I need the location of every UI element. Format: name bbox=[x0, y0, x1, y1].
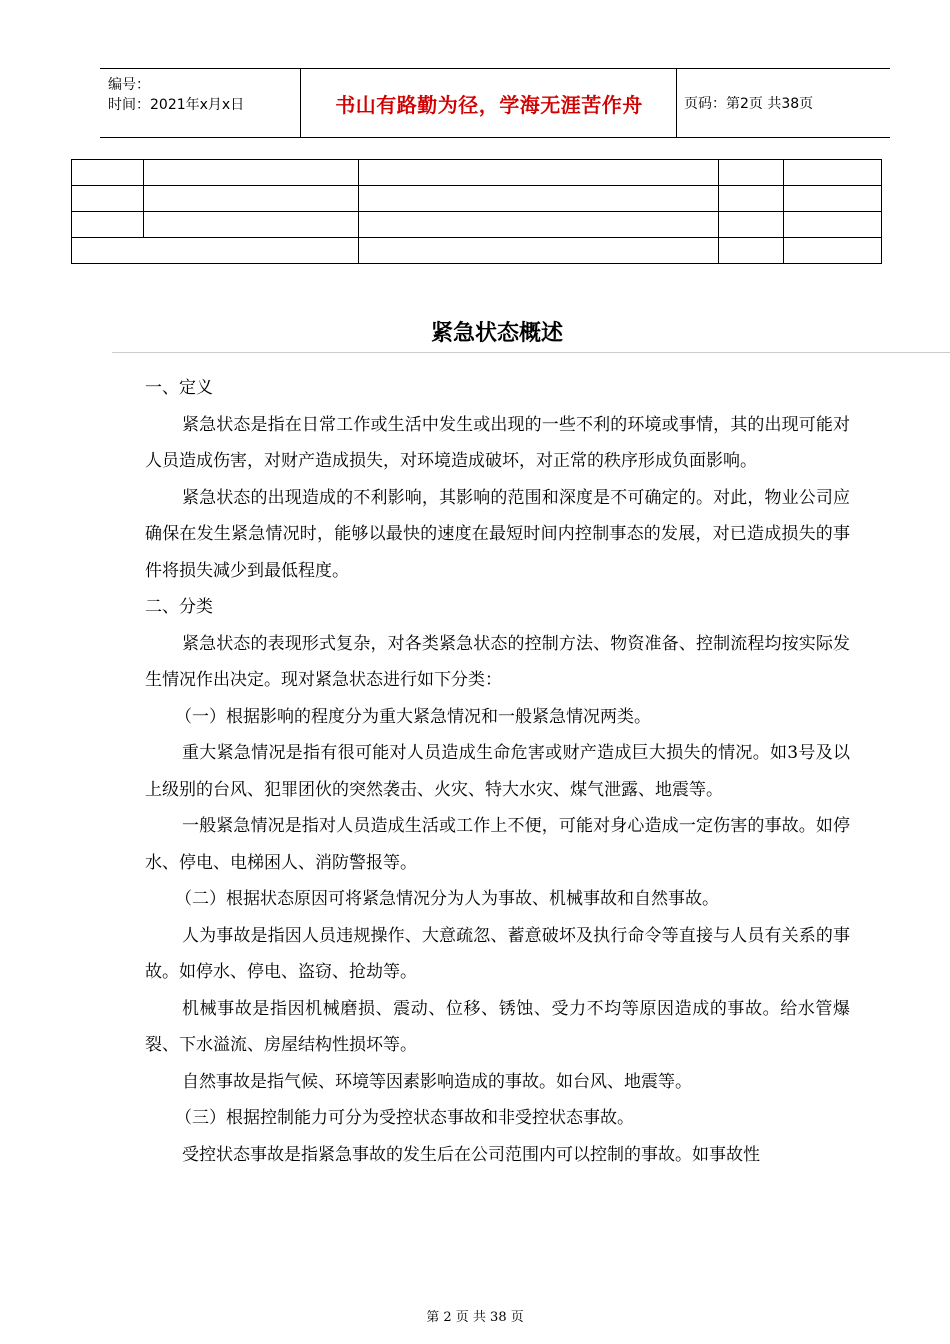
table-cell bbox=[784, 212, 882, 238]
paragraph: 紧急状态的出现造成的不利影响，其影响的范围和深度是不可确定的。对此，物业公司应确保在发生紧急情况时，能够以最快的速度在最短时间内控制事态的发展，对已造成损失的事件将损失减少到最低程度。 bbox=[145, 487, 850, 581]
paragraph: 一般紧急情况是指对人员造成生活或工作上不便，可能对身心造成一定伤害的事故。如停水、停电、电梯困人、消防警报等。 bbox=[145, 816, 850, 873]
title-rule bbox=[112, 352, 950, 353]
number-label: 编号： bbox=[108, 77, 150, 93]
table-row bbox=[72, 186, 882, 212]
paragraph: 紧急状态的表现形式复杂，对各类紧急状态的控制方法、物资准备、控制流程均按实际发生情况作出决定。现对紧急状态进行如下分类： bbox=[145, 633, 850, 690]
table-cell bbox=[359, 160, 719, 186]
paragraph: 受控状态事故是指紧急事故的发生后在公司范围内可以控制的事故。如事故性 bbox=[182, 1144, 760, 1165]
table-cell bbox=[359, 186, 719, 212]
header-page-info: 页码：第2页 共38页 bbox=[684, 96, 814, 112]
paragraph: 人为事故是指因人员违规操作、大意疏忽、蓄意破坏及执行命令等直接与人员有关系的事故。如停水、停电、盗窃、抢劫等。 bbox=[145, 925, 850, 982]
table-row bbox=[72, 238, 882, 264]
table-row bbox=[72, 160, 882, 186]
table-cell bbox=[719, 238, 784, 264]
table-row bbox=[72, 212, 882, 238]
table-cell bbox=[72, 160, 144, 186]
paragraph: 紧急状态是指在日常工作或生活中发生或出现的一些不利的环境或事情，其的出现可能对人员造成伤害，对财产造成损失，对环境造成破坏，对正常的秩序形成负面影响。 bbox=[145, 414, 850, 471]
table-cell bbox=[784, 238, 882, 264]
table-cell bbox=[784, 186, 882, 212]
table-cell bbox=[784, 160, 882, 186]
table-cell bbox=[144, 160, 359, 186]
document-title: 紧急状态概述 bbox=[430, 321, 563, 346]
table-cell bbox=[144, 186, 359, 212]
subsection-heading: （一）根据影响的程度分为重大紧急情况和一般紧急情况两类。 bbox=[175, 706, 651, 727]
time-label: 时间：2021年x月x日 bbox=[108, 97, 245, 113]
section-heading: 二、分类 bbox=[145, 597, 213, 617]
table-cell bbox=[719, 160, 784, 186]
table-cell bbox=[359, 212, 719, 238]
header-motto: 书山有路勤为径，学海无涯苦作舟 bbox=[335, 92, 643, 117]
paragraph: 机械事故是指因机械磨损、震动、位移、锈蚀、受力不均等原因造成的事故。给水管爆裂、下水溢流、房屋结构性损坏等。 bbox=[145, 998, 850, 1055]
table-cell bbox=[72, 212, 144, 238]
table-cell bbox=[719, 212, 784, 238]
header-meta bbox=[108, 75, 244, 115]
table-cell bbox=[359, 238, 719, 264]
section-heading: 一、定义 bbox=[145, 378, 213, 398]
header-divider bbox=[676, 69, 677, 137]
table-cell bbox=[719, 186, 784, 212]
table-cell bbox=[72, 186, 144, 212]
empty-table bbox=[71, 159, 882, 264]
document-header bbox=[100, 68, 890, 138]
header-divider bbox=[300, 69, 301, 137]
paragraph: 自然事故是指气候、环境等因素影响造成的事故。如台风、地震等。 bbox=[182, 1071, 692, 1092]
subsection-heading: （三）根据控制能力可分为受控状态事故和非受控状态事故。 bbox=[175, 1108, 634, 1128]
subsection-heading: （二）根据状态原因可将紧急情况分为人为事故、机械事故和自然事故。 bbox=[175, 889, 719, 909]
table-cell bbox=[72, 238, 359, 264]
table-cell bbox=[144, 212, 359, 238]
page-footer: 第 2 页 共 38 页 bbox=[426, 1310, 524, 1325]
paragraph: 重大紧急情况是指有很可能对人员造成生命危害或财产造成巨大损失的情况。如3号及以上级别的台风、犯罪团伙的突然袭击、火灾、特大水灾、煤气泄露、地震等。 bbox=[145, 743, 850, 800]
document-body bbox=[145, 370, 850, 1173]
